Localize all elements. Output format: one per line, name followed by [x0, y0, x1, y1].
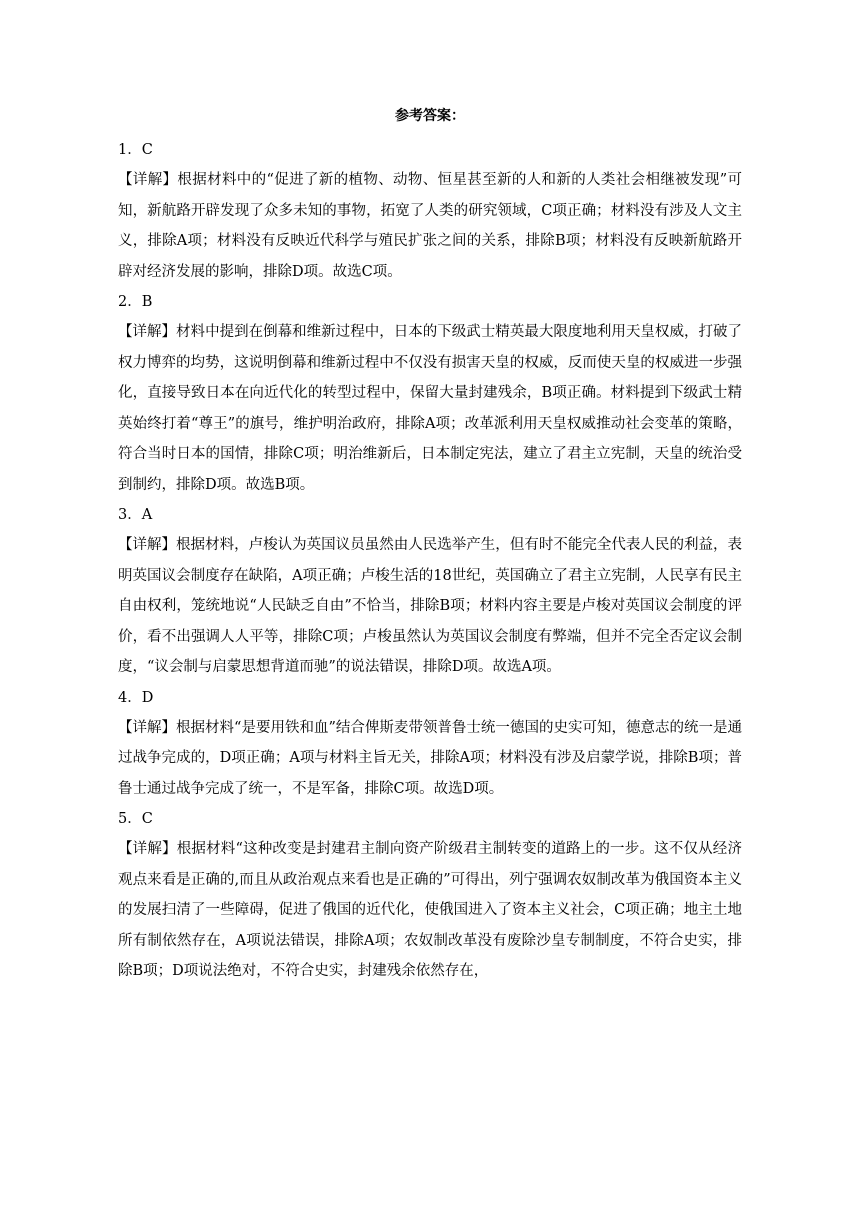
answer-key-content [118, 103, 742, 987]
answer-number: 1．C [118, 142, 153, 158]
answer-number: 4．D [118, 689, 154, 706]
answer-explanation: 【详解】根据材料“这种改变是封建君主制向资产阶级君主制转变的道路上的一步。这不仅从经济观点来看是正确的,而且从政治观点来看也是正确的”可得出，列宁强调农奴制改革为俄国资本主义的发展扫清了一些障碍，促进了俄国的近代化，使俄国进入了资本主义社会，C项正确；地主土地所有制依然存在，A项说法错误，排除A项；农奴制改革没有废除沙皇专制制度，不符合史实，排除B项；D项说法绝对，不符合史实，封建残余依然存在， [118, 841, 742, 979]
answer-item-5 [118, 804, 742, 987]
answer-number: 5．C [118, 811, 153, 827]
answer-item-4 [118, 683, 742, 805]
answer-explanation: 【详解】根据材料“是要用铁和血”结合俾斯麦带领普鲁士统一德国的史实可知，德意志的统一是通过战争完成的，D项正确；A项与材料主旨无关，排除A项；材料没有涉及启蒙学说，排除B项；普鲁士通过战争完成了统一，不是军备，排除C项。故选D项。 [118, 719, 742, 797]
answer-explanation: 【详解】材料中提到在倒幕和维新过程中，日本的下级武士精英最大限度地利用天皇权威，打破了权力博弈的均势，这说明倒幕和维新过程中不仅没有损害天皇的权威，反而使天皇的权威进一步强化，直接导致日本在向近代化的转型过程中，保留大量封建残余，B项正确。材料提到下级武士精英始终打着“尊王”的旗号，维护明治政府，排除A项；改革派利用天皇权威推动社会变革的策略，符合当时日本的国情，排除C项；明治维新后，日本制定宪法，建立了君主立宪制，天皇的统治受到制约，排除D项。故选B项。 [118, 324, 742, 493]
answer-explanation: 【详解】根据材料，卢梭认为英国议员虽然由人民选举产生，但有时不能完全代表人民的利益，表明英国议会制度存在缺陷，A项正确；卢梭生活的18世纪，英国确立了君主立宪制，人民享有民主自由权利，笼统地说“人民缺乏自由”不恰当，排除B项；材料内容主要是卢梭对英国议会制度的评价，看不出强调人人平等，排除C项；卢梭虽然认为英国议会制度有弊端，但并不完全否定议会制度，“议会制与启蒙思想背道而驰”的说法错误，排除D项。故选A项。 [118, 537, 742, 675]
answer-number: 3．A [118, 507, 153, 523]
answer-number: 2．B [118, 294, 153, 310]
answer-item-2 [118, 287, 742, 500]
answer-item-1 [118, 135, 742, 287]
page-title: 参考答案： [395, 108, 465, 124]
answer-explanation: 【详解】根据材料中的“促进了新的植物、动物、恒星甚至新的人和新的人类社会相继被发现”可知，新航路开辟发现了众多未知的事物，拓宽了人类的研究领域，C项正确；材料没有涉及人文主义，排除A项；材料没有反映近代科学与殖民扩张之间的关系，排除B项；材料没有反映新航路开辟对经济发展的影响，排除D项。故选C项。 [118, 172, 742, 280]
answer-item-3 [118, 500, 742, 683]
